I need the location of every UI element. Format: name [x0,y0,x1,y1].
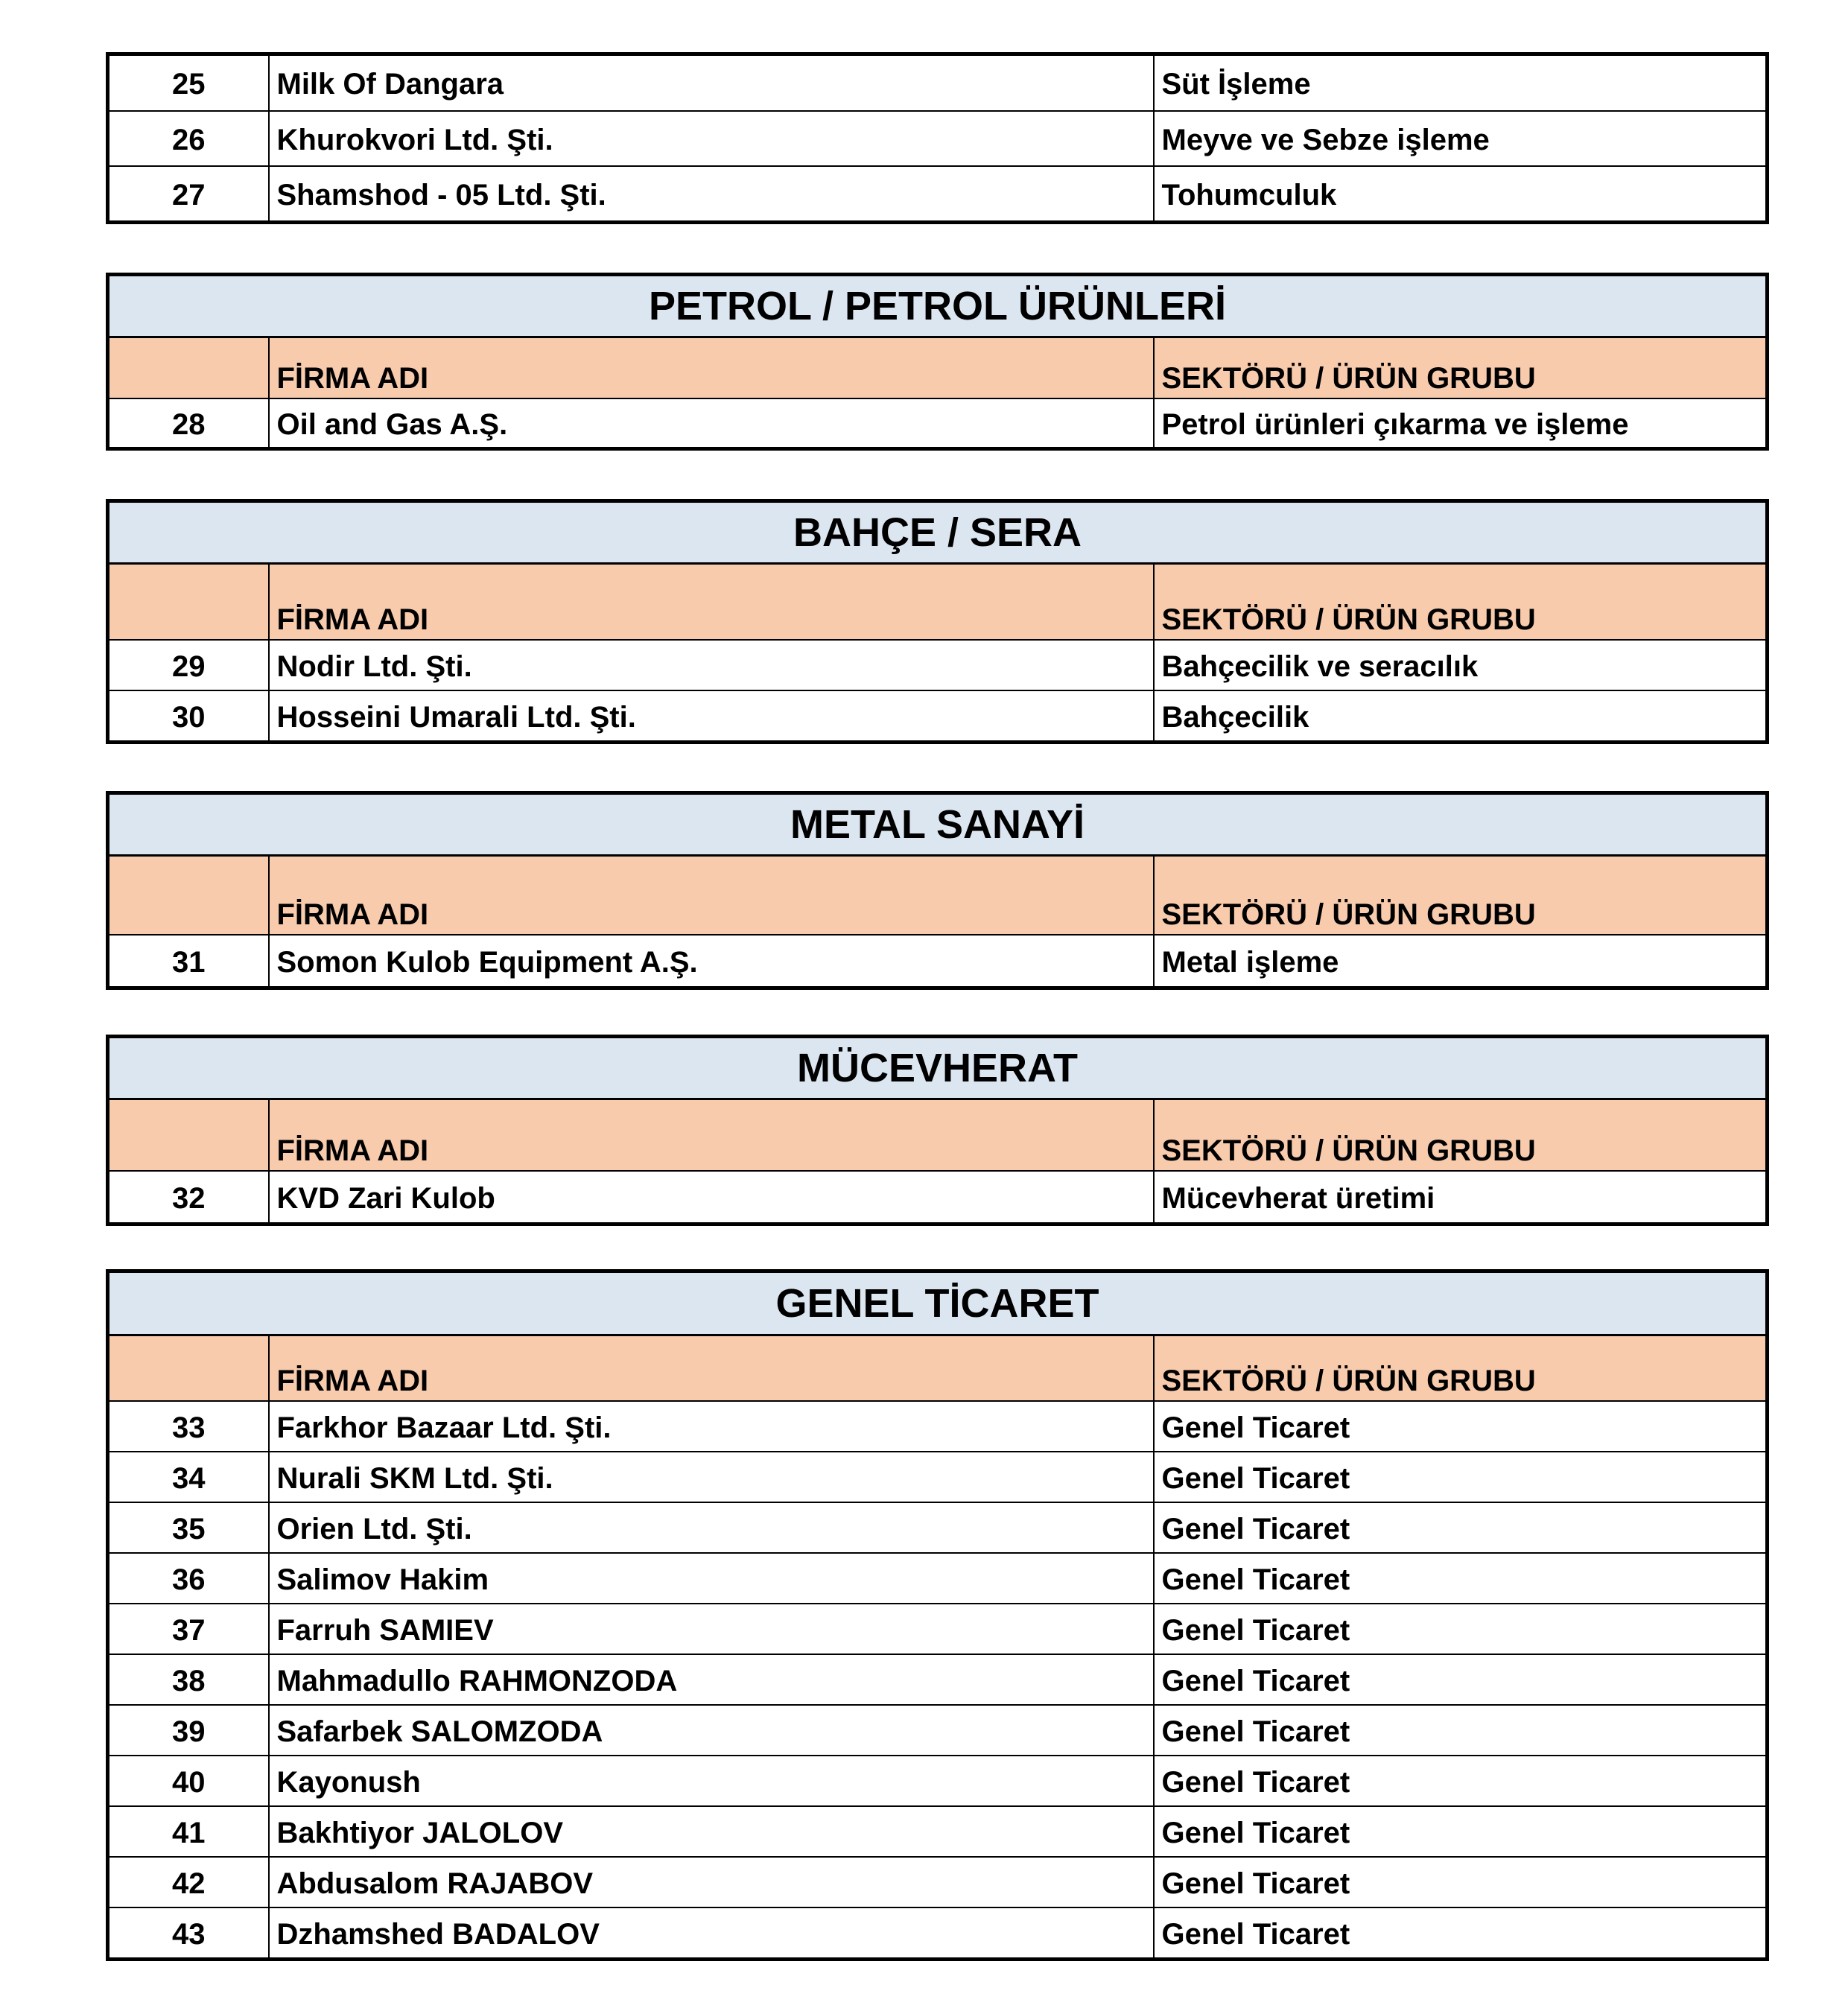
firm-name: Abdusalom RAJABOV [269,1857,1154,1907]
row-number: 32 [108,1171,269,1224]
column-header-row [108,1099,1768,1171]
sector: Genel Ticaret [1154,1857,1768,1907]
section-title: PETROL / PETROL ÜRÜNLERİ [108,275,1768,337]
column-header-row [108,337,1768,398]
table-row [108,1806,1768,1857]
header-firm: FİRMA ADI [269,337,1154,398]
row-number: 38 [108,1654,269,1705]
section-title: GENEL TİCARET [108,1271,1768,1335]
sector: Mücevherat üretimi [1154,1171,1768,1224]
table-row [108,1705,1768,1756]
row-number: 25 [108,54,269,111]
row-number: 40 [108,1756,269,1806]
section-table-mucevherat [106,1035,1769,1226]
row-number: 28 [108,398,269,449]
row-number: 30 [108,690,269,743]
section-title: BAHÇE / SERA [108,501,1768,564]
row-number: 39 [108,1705,269,1756]
row-number: 36 [108,1553,269,1604]
sector: Genel Ticaret [1154,1401,1768,1452]
header-firm: FİRMA ADI [269,856,1154,935]
table-row [108,1857,1768,1907]
column-header-row [108,1335,1768,1401]
row-number: 37 [108,1604,269,1654]
sector: Genel Ticaret [1154,1806,1768,1857]
header-blank [108,1335,269,1401]
section-table-metal [106,791,1769,990]
header-sector: SEKTÖRÜ / ÜRÜN GRUBU [1154,564,1768,640]
sector: Meyve ve Sebze işleme [1154,111,1768,166]
row-number: 31 [108,935,269,988]
continuation-table [106,52,1769,224]
sector: Genel Ticaret [1154,1452,1768,1502]
table-row [108,1654,1768,1705]
table-row [108,1907,1768,1960]
sector: Petrol ürünleri çıkarma ve işleme [1154,398,1768,449]
row-number: 34 [108,1452,269,1502]
row-number: 33 [108,1401,269,1452]
column-header-row [108,856,1768,935]
table-row [108,935,1768,988]
firm-name: Farruh SAMIEV [269,1604,1154,1654]
section-table-bahce [106,499,1769,744]
firm-name: Farkhor Bazaar Ltd. Şti. [269,1401,1154,1452]
table-row [108,1553,1768,1604]
header-blank [108,856,269,935]
firm-name: Shamshod - 05 Ltd. Şti. [269,166,1154,223]
sector: Bahçecilik ve seracılık [1154,640,1768,690]
firm-name: Dzhamshed BADALOV [269,1907,1154,1960]
sector: Bahçecilik [1154,690,1768,743]
header-blank [108,337,269,398]
sector: Tohumculuk [1154,166,1768,223]
sector: Genel Ticaret [1154,1553,1768,1604]
row-number: 26 [108,111,269,166]
firm-name: Nodir Ltd. Şti. [269,640,1154,690]
section-table-genel-ticaret [106,1269,1769,1961]
column-header-row [108,564,1768,640]
table-row [108,166,1768,223]
sector: Genel Ticaret [1154,1604,1768,1654]
table-row [108,1452,1768,1502]
firm-name: Mahmadullo RAHMONZODA [269,1654,1154,1705]
row-number: 29 [108,640,269,690]
header-blank [108,564,269,640]
table-row [108,1756,1768,1806]
firm-name: KVD Zari Kulob [269,1171,1154,1224]
firm-name: Bakhtiyor JALOLOV [269,1806,1154,1857]
row-number: 42 [108,1857,269,1907]
firm-name: Oil and Gas A.Ş. [269,398,1154,449]
section-title: METAL SANAYİ [108,793,1768,856]
sector: Metal işleme [1154,935,1768,988]
firm-name: Khurokvori Ltd. Şti. [269,111,1154,166]
table-row [108,111,1768,166]
section-title: MÜCEVHERAT [108,1037,1768,1099]
sector: Genel Ticaret [1154,1654,1768,1705]
table-row [108,690,1768,743]
firm-name: Nurali SKM Ltd. Şti. [269,1452,1154,1502]
table-row [108,1502,1768,1553]
table-row [108,640,1768,690]
table-row [108,54,1768,111]
header-blank [108,1099,269,1171]
section-table-petrol [106,273,1769,451]
header-sector: SEKTÖRÜ / ÜRÜN GRUBU [1154,337,1768,398]
header-firm: FİRMA ADI [269,1099,1154,1171]
firm-name: Orien Ltd. Şti. [269,1502,1154,1553]
firm-name: Hosseini Umarali Ltd. Şti. [269,690,1154,743]
firm-name: Safarbek SALOMZODA [269,1705,1154,1756]
table-row [108,398,1768,449]
header-firm: FİRMA ADI [269,1335,1154,1401]
sector: Genel Ticaret [1154,1907,1768,1960]
table-row [108,1401,1768,1452]
header-sector: SEKTÖRÜ / ÜRÜN GRUBU [1154,1099,1768,1171]
firm-name: Somon Kulob Equipment A.Ş. [269,935,1154,988]
firm-name: Milk Of Dangara [269,54,1154,111]
sector: Genel Ticaret [1154,1756,1768,1806]
sector: Genel Ticaret [1154,1705,1768,1756]
header-sector: SEKTÖRÜ / ÜRÜN GRUBU [1154,856,1768,935]
header-firm: FİRMA ADI [269,564,1154,640]
row-number: 27 [108,166,269,223]
firm-name: Salimov Hakim [269,1553,1154,1604]
row-number: 35 [108,1502,269,1553]
sector: Genel Ticaret [1154,1502,1768,1553]
firm-name: Kayonush [269,1756,1154,1806]
table-row [108,1604,1768,1654]
row-number: 41 [108,1806,269,1857]
header-sector: SEKTÖRÜ / ÜRÜN GRUBU [1154,1335,1768,1401]
sector: Süt İşleme [1154,54,1768,111]
row-number: 43 [108,1907,269,1960]
table-row [108,1171,1768,1224]
